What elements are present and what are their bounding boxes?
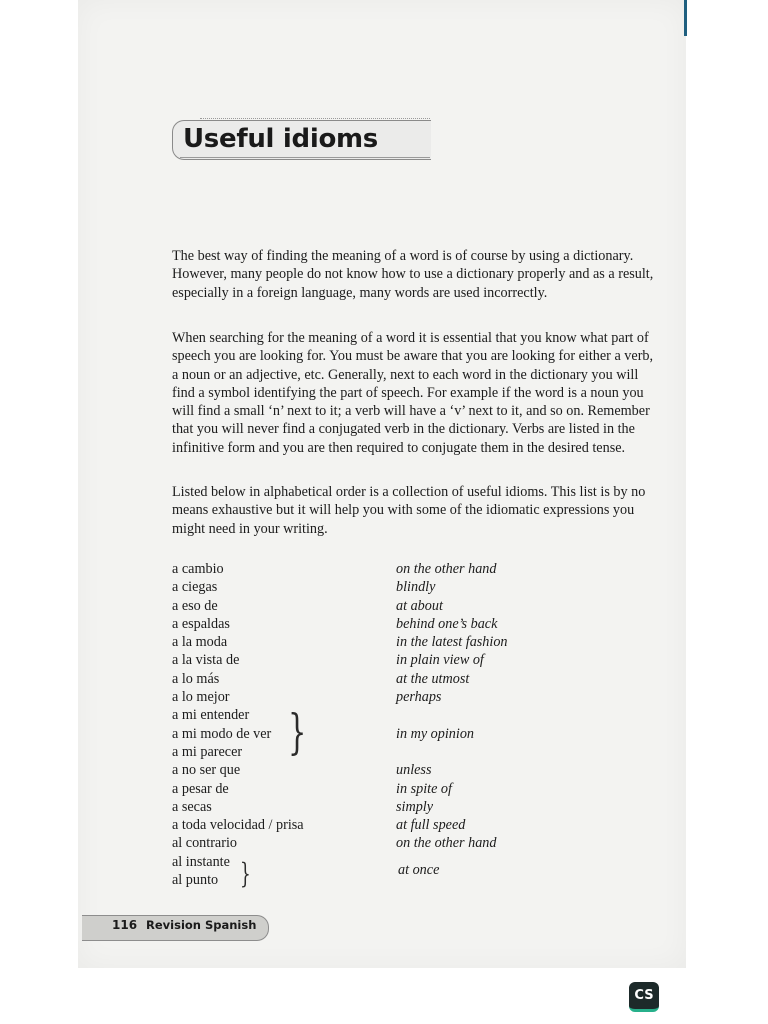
idiom-spanish: a ciegas	[172, 579, 218, 596]
idiom-row	[172, 615, 532, 633]
brace-icon: }	[288, 704, 307, 760]
idiom-row	[172, 597, 532, 615]
idiom-spanish: a lo más	[172, 670, 220, 687]
title-rule-top	[200, 118, 430, 119]
idiom-row	[172, 816, 532, 834]
idiom-translation-at-once: at once	[398, 862, 440, 878]
idiom-english: in my opinion	[396, 725, 475, 742]
page-number: 116	[112, 918, 138, 932]
camscanner-logo-icon: CS	[629, 982, 659, 1012]
idiom-spanish: a cambio	[172, 561, 224, 577]
idiom-row	[172, 651, 532, 669]
idiom-spanish: a mi modo de ver	[172, 725, 272, 742]
idiom-row	[172, 633, 532, 651]
idiom-spanish: a eso de	[172, 597, 218, 614]
dictionary-paragraph: When searching for the meaning of a word it is essential that you know what part of speech you are looking for. You must be aware that you are looking for either a verb, a noun or an adjective, etc. Generally, next to each word in the dictionary you will find a symbol identifying the part of speech. For example if the word is a noun you will find a small ‘n’ next to it; a verb will have a ‘v’ next to it, and so on. Remember that you will never find a conjugated verb in the dictionary. Verbs are listed in the infinitive form and you are then required to conjugate them in the desired tense.	[172, 330, 654, 456]
idiom-spanish: a lo mejor	[172, 689, 230, 706]
idiom-spanish: a secas	[172, 798, 212, 815]
idiom-row	[172, 871, 532, 889]
idiom-spanish: a mi parecer	[172, 743, 243, 760]
idiom-spanish: a no ser que	[172, 762, 241, 779]
idiom-spanish: al punto	[172, 872, 219, 889]
edge-line	[684, 0, 687, 36]
idiom-english: simply	[396, 798, 434, 815]
idiom-spanish: a la vista de	[172, 652, 240, 669]
idiom-row	[172, 743, 532, 761]
idiom-row	[172, 670, 532, 688]
idiom-row	[172, 780, 532, 798]
idiom-spanish: a toda velocidad / prisa	[172, 817, 304, 834]
idiom-row	[172, 853, 532, 871]
idiom-english: behind one’s back	[396, 615, 498, 632]
idiom-english: blindly	[396, 579, 436, 596]
idiom-row	[172, 688, 532, 706]
idiom-row	[172, 761, 532, 779]
idiom-english: in spite of	[396, 780, 452, 797]
idiom-row	[172, 578, 532, 596]
idiom-row	[172, 706, 532, 724]
idiom-english: at about	[396, 597, 443, 614]
idiom-english: at the utmost	[396, 670, 470, 687]
page-title: Useful idioms	[183, 124, 378, 154]
idiom-english: on the other hand	[396, 835, 497, 852]
idioms-intro-paragraph: Listed below in alphabetical order is a collection of useful idioms. This list is by no means exhaustive but it will help you with some of the idiomatic expressions you might need in your writing.	[172, 484, 646, 537]
idiom-english: in plain view of	[396, 652, 484, 669]
idiom-spanish: a la moda	[172, 634, 228, 651]
idiom-list	[172, 560, 532, 889]
book-title: Revision Spanish	[146, 918, 257, 932]
idiom-row	[172, 798, 532, 816]
idiom-row	[172, 834, 532, 852]
idiom-spanish: a pesar de	[172, 780, 229, 797]
idiom-spanish: a espaldas	[172, 615, 230, 632]
idiom-english: on the other hand	[396, 561, 497, 577]
idiom-spanish: al contrario	[172, 835, 237, 852]
intro-paragraph: The best way of finding the meaning of a word is of course by using a dictionary. However, many people do not know how to use a dictionary properly and as a result, especially in a foreign language, many words are used incorrectly.	[172, 248, 654, 301]
idiom-spanish: al instante	[172, 853, 230, 870]
title-rule-bottom	[180, 157, 430, 158]
idiom-row	[172, 725, 532, 743]
idiom-english: unless	[396, 762, 432, 779]
idiom-english: in the latest fashion	[396, 634, 508, 651]
brace-icon: }	[240, 857, 251, 890]
idiom-spanish: a mi entender	[172, 707, 250, 724]
idiom-english: perhaps	[396, 689, 442, 706]
idiom-english: at full speed	[396, 817, 466, 834]
idiom-row	[172, 560, 532, 578]
